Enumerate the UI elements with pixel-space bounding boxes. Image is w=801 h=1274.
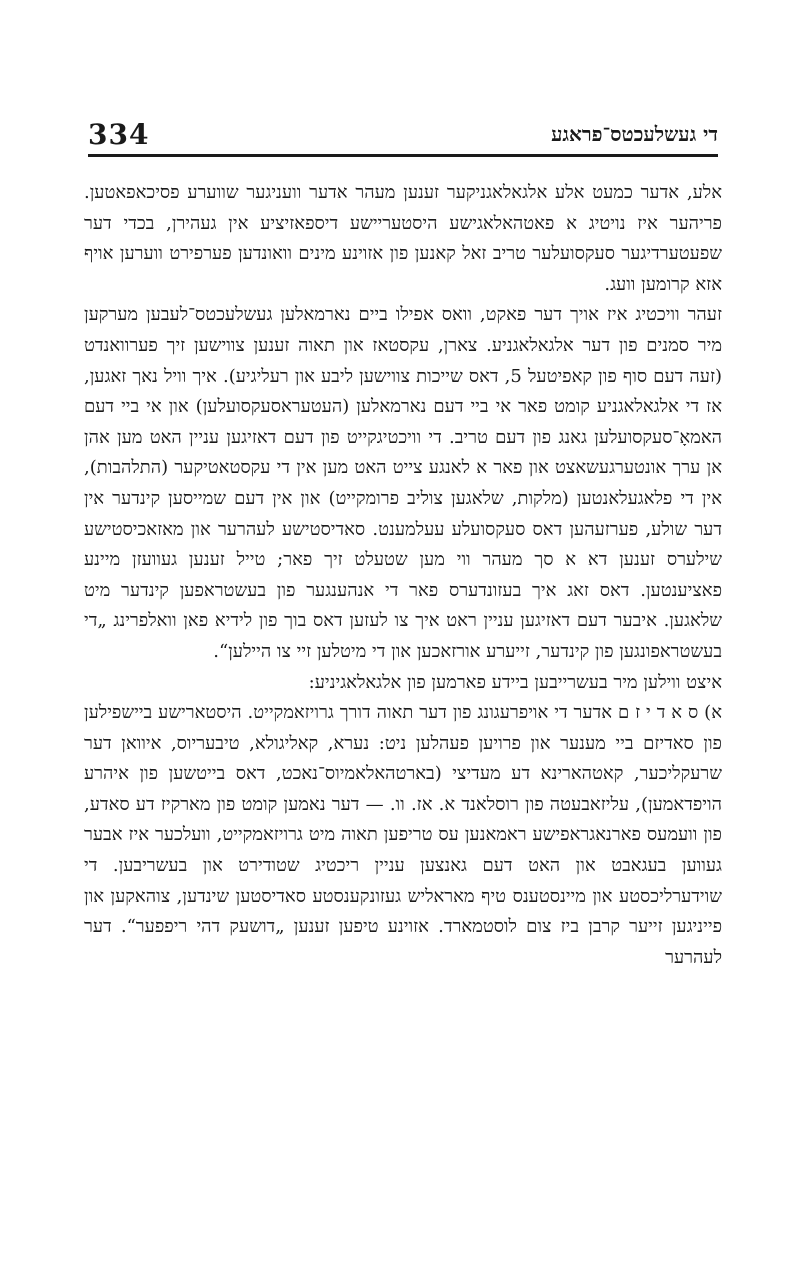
paragraph: זעהר וויכטיג איז אויך דער פאקט, וואס אפילו ביים נארמאלען געשלעכטס־לעבען מערקען מיר סמנים פון דער אלגאלאגניע. צארן, עקסטאז און תאוה זענען צווישען זיך פערוואנדט (זעה דעם סוף פון קאפיטעל 5, דאס שייכות צווישען ליבע און רעליגיע). איך וויל נאך זאגען, אז די אלגאלאגניע קומט פאר אי ביי דעם נארמאלען (העטעראסעקסועלען) און אי ביי דעם האמאָ־סעקסועלען גאנג פון דעם טריב. די וויכטיגקייט פון דעם דאזיגען עניין האט מען אהן אן ערך אונטערגעשאצט און פאר א לאנגע צייט האט מען אין די עקסטאטיקער (התלהבות), אין די פלאגעלאנטען (מלקות, שלאגען צוליב פרומקייט) און אין דעם שמייסען קינדער אין דער שולע, פערזעהען דאס סעקסועלע עעלמענט. סאדיסטישע לעהרער און מאזאכיסטישע שילערס זענען דא א סך מעהר ווי מען שטעלט זיך פאר; טייל זענען געוועזן מיינע פאציענטען. דאס זאג איך בעזונדערס פאר די אנהענגער פון בעשטראפען קינדער מיט שלאגען. איבער דעם דאזיגען עניין ראט איך צו לעזען דאס בוך פון לידיא פאן וואלפרינג „די בעשטראפונגען פון קינדער, זייערע אורזאכען און די מיטלען זיי צו היילען“. xyxy=(84,304,723,662)
paragraph: אלע, אדער כמעט אלע אלגאלאגניקער זענען מעהר אדער וועניגער שווערע פסיכאפאטען. פריהער איז נויטיג א פאטהאלאגישע היסטעריישע דיספאזיציע אין געהירן, בכדי דער שפעטערדיגער סעקסועלער טריב זאל קאנען פון אזוינע מינים וואונדען פערפירט ווערען אויף אזא קרומען וועג. xyxy=(84,182,722,295)
running-head: די געשלעכטס־פראגע xyxy=(551,122,718,146)
body-text xyxy=(84,178,722,973)
page-header xyxy=(88,118,718,152)
paragraph: איצט ווילען מיר בעשרייבען ביידע פארמען פון אלגאלאגיניע: xyxy=(308,671,722,693)
header-rule xyxy=(88,154,718,157)
paragraph: א) ס א ד י ז ם אדער די אויפרעגונג פון דער תאוה דורך גרויזאמקייט. היסטארישע ביישפילען פון סאדיזם ביי מענער און פרויען פעהלען ניט: נערא, קאליגולא, טיבעריוס, איוואן דער שרעקליכער, קאטהארינא דע מעדיצי (בארטהאלאמיוס־נאכט, דאס בייטשען פון איהרע הויפדאמען), עליזאבעטה פון רוסלאנד א. אז. וו. — דער נאמען קומט פון מארקיז דע סאדע, פון וועמעס פארנאגראפישע ראמאנען עס טריפען תאוה מיט גרויזאמקייט, וועלכער איז אבער געווען בעגאבט און האט דעם גאנצען עניין ריכטיג שטודירט און בעשריבען. די שוידערליכסטע און מיינסטענס טיף מאראליש געזונקענסטע סאדיסטען שינדען, צוהאקען און פייניגען זייער קרבן ביז צום לוסטמארד. אזוינע טיפען זענען „דושעק דהי ריפפער“. דער לעהרער xyxy=(84,702,722,968)
page-number: 334 xyxy=(88,118,150,151)
